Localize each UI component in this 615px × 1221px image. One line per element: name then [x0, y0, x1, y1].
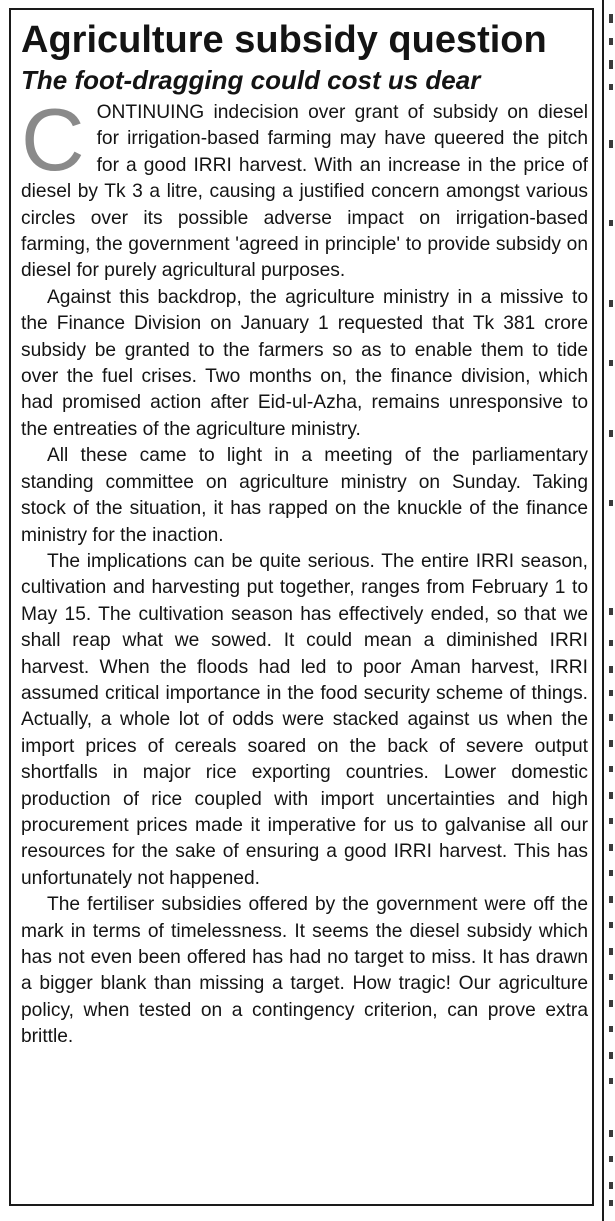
article-headline: Agriculture subsidy question	[21, 19, 547, 61]
article-content	[21, 16, 588, 1051]
drop-cap: C	[21, 90, 85, 189]
editorial-article	[9, 8, 594, 1206]
adjacent-column-fragment	[600, 0, 615, 1221]
article-body	[21, 90, 588, 1051]
article-subheadline: The foot-dragging could cost us dear	[21, 65, 481, 95]
article-paragraph-4: The implications can be quite serious. The entire IRRI season, cultivation and harvesting put together, ranges from February 1 to May 15. The cultivation season has effectively ended, so that we shall reap what we sowed. It could mean a diminished IRRI harvest. When the floods had led to poor Aman harvest, IRRI assumed critical importance in the food security scheme of things. Actually, a whole lot of odds were stacked against us when the import prices of cereals soared on the back of severe output shortfalls in major rice exporting countries. Lower domestic production of rice coupled with import uncertainties and high procurement prices made it imperative for us to galvanise all our resources for the sake of ensuring a good IRRI harvest. This has unfortunately not happened.	[21, 550, 588, 889]
article-paragraph-5: The fertiliser subsidies offered by the government were off the mark in terms of timelessness. It seems the diesel subsidy which has not even been offered has had no target to miss. It has drawn a bigger blank than missing a target. How tragic! Our agriculture policy, when tested on a contingency criterion, can prove extra brittle.	[21, 894, 588, 1048]
article-paragraph-2: Against this backdrop, the agriculture ministry in a missive to the Finance Division on January 1 requested that Tk 381 crore subsidy be granted to the farmers so as to enable them to tide over the fuel crises. Two months on, the finance division, which had promised action after Eid-ul-Azha, remains unresponsive to the entreaties of the agriculture ministry.	[21, 286, 588, 440]
article-paragraph-1	[21, 90, 588, 285]
paragraph-1-text: ONTINUING indecision over grant of subsidy on diesel for irrigation-based farming may have queered the pitch for a good IRRI harvest. With an increase in the price of diesel by Tk 3 a litre, causing a justified concern amongst various circles over its possible adverse impact on irrigation-based farming, the government 'agreed in principle' to provide subsidy on diesel for purely agricultural purposes.	[21, 102, 588, 282]
clipped-text-marks	[609, 14, 613, 1206]
article-paragraph-3: All these came to light in a meeting of the parliamentary standing committee on agriculture ministry on Sunday. Taking stock of the situation, it has rapped on the knuckle of the finance ministry for the inaction.	[21, 445, 588, 546]
